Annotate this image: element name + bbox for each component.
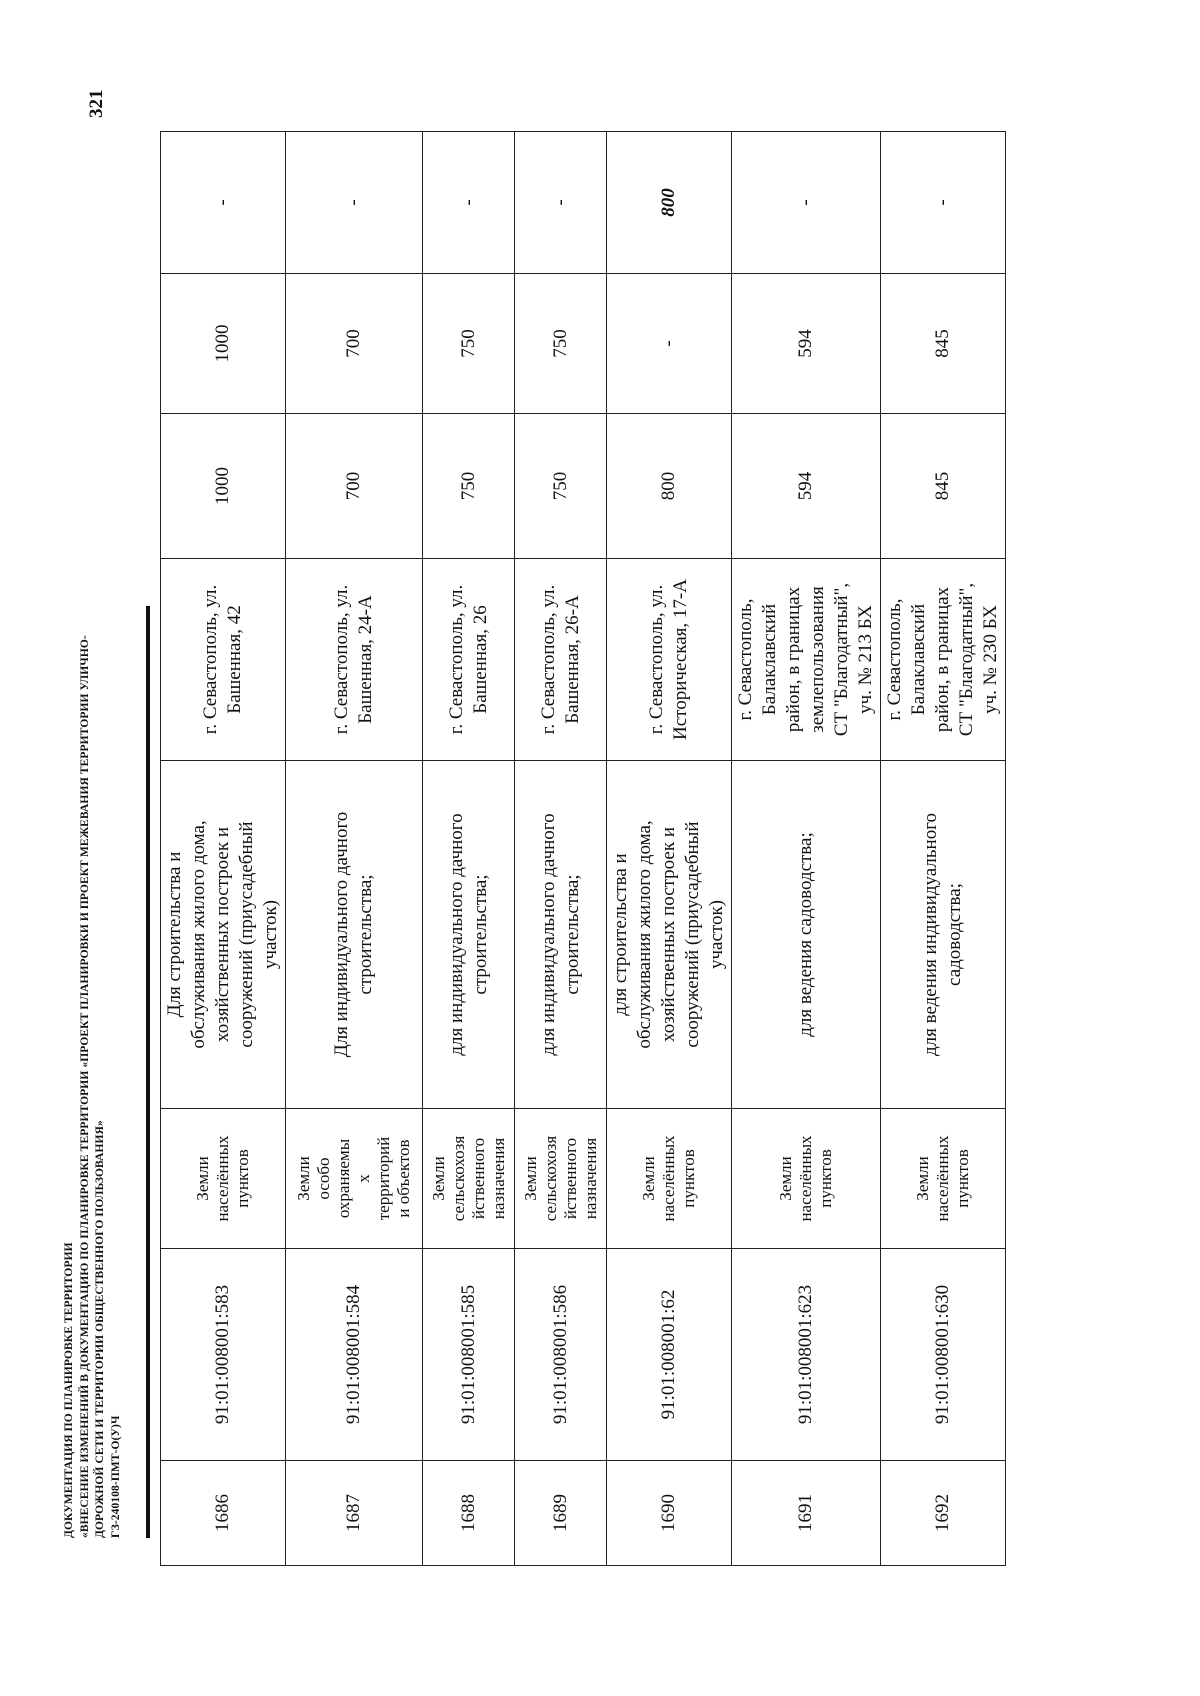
permitted-use-cell: Для строительства и обслуживания жилого дома, хозяйственных построек и сооружений (приусадебный участок) bbox=[161, 761, 286, 1109]
header-line-1: ДОКУМЕНТАЦИЯ ПО ПЛАНИРОВКЕ ТЕРРИТОРИИ bbox=[63, 1242, 75, 1538]
cadastral-number-cell: 91:01:008001:583 bbox=[161, 1249, 286, 1461]
area-cell: 750 bbox=[423, 414, 515, 559]
permitted-use-cell: для ведения индивидуального садоводства; bbox=[881, 761, 1006, 1109]
area-new-cell: - bbox=[515, 132, 607, 274]
area-cell: 750 bbox=[515, 414, 607, 559]
land-category-cell: Земли населённых пунктов bbox=[732, 1109, 881, 1249]
table-row bbox=[732, 132, 881, 1566]
address-cell: г. Севастополь, ул. Башенная, 42 bbox=[161, 559, 286, 761]
area-existing-cell: 1000 bbox=[161, 274, 286, 414]
area-existing-cell: 700 bbox=[286, 274, 423, 414]
land-category-cell: Земли сельскохозя йственного назначения bbox=[423, 1109, 515, 1249]
land-category-cell: Земли населённых пунктов bbox=[161, 1109, 286, 1249]
header-line-3: ДОРОЖНОЙ СЕТИ И ТЕРРИТОРИИ ОБЩЕСТВЕННОГО ПОЛЬЗОВАНИЯ» bbox=[94, 1120, 106, 1538]
cadastral-number-cell: 91:01:008001:585 bbox=[423, 1249, 515, 1461]
permitted-use-cell: для индивидуального дачного строительства; bbox=[423, 761, 515, 1109]
address-cell: г. Севастополь, Балаклавский район, в границах СТ "Благодатный", уч. № 230 БХ bbox=[881, 559, 1006, 761]
cadastral-number-cell: 91:01:008001:584 bbox=[286, 1249, 423, 1461]
cadastral-number-cell: 91:01:008001:630 bbox=[881, 1249, 1006, 1461]
land-category-cell: Земли сельскохозя йственного назначения bbox=[515, 1109, 607, 1249]
header-rule bbox=[146, 606, 150, 1538]
area-new-cell: - bbox=[286, 132, 423, 274]
area-existing-cell: - bbox=[607, 274, 732, 414]
row-number-cell: 1687 bbox=[286, 1461, 423, 1566]
area-new-cell: 800 bbox=[607, 132, 732, 274]
address-cell: г. Севастополь, ул. Историческая, 17-А bbox=[607, 559, 732, 761]
row-number-cell: 1686 bbox=[161, 1461, 286, 1566]
row-number-cell: 1691 bbox=[732, 1461, 881, 1566]
permitted-use-cell: Для индивидуального дачного строительства; bbox=[286, 761, 423, 1109]
area-cell: 594 bbox=[732, 414, 881, 559]
cadastral-number-cell: 91:01:008001:586 bbox=[515, 1249, 607, 1461]
table-row bbox=[161, 132, 286, 1566]
table-row bbox=[423, 132, 515, 1566]
row-number-cell: 1690 bbox=[607, 1461, 732, 1566]
area-existing-cell: 845 bbox=[881, 274, 1006, 414]
area-new-cell: - bbox=[161, 132, 286, 274]
header-line-2: «ВНЕСЕНИЕ ИЗМЕНЕНИЙ В ДОКУМЕНТАЦИЮ ПО ПЛАНИРОВКЕ ТЕРРИТОРИИ «ПРОЕКТ ПЛАНИРОВКИ И ПРОЕКТ МЕЖЕВАНИЯ ТЕРРИТОРИИ УЛИЧНО- bbox=[78, 635, 91, 1538]
land-category-cell: Земли особо охраняемы х территорий и объектов bbox=[286, 1109, 423, 1249]
table-row bbox=[515, 132, 607, 1566]
land-category-cell: Земли населённых пунктов bbox=[881, 1109, 1006, 1249]
permitted-use-cell: для индивидуального дачного строительства; bbox=[515, 761, 607, 1109]
address-cell: г. Севастополь, Балаклавский район, в границах землепользования СТ "Благодатный", уч. № 213 БХ bbox=[732, 559, 881, 761]
area-new-cell: - bbox=[423, 132, 515, 274]
area-cell: 845 bbox=[881, 414, 1006, 559]
area-new-cell: - bbox=[881, 132, 1006, 274]
header-line-4: ГЗ-240108-ПМТ-О(У)Ч bbox=[109, 1415, 122, 1538]
area-new-cell: - bbox=[732, 132, 881, 274]
address-cell: г. Севастополь, ул. Башенная, 26 bbox=[423, 559, 515, 761]
table-row bbox=[607, 132, 732, 1566]
document-header bbox=[62, 138, 124, 1538]
land-plots-table bbox=[160, 131, 1006, 1566]
address-cell: г. Севастополь, ул. Башенная, 26-А bbox=[515, 559, 607, 761]
page-number: 321 bbox=[86, 89, 107, 118]
area-cell: 1000 bbox=[161, 414, 286, 559]
area-existing-cell: 594 bbox=[732, 274, 881, 414]
cadastral-number-cell: 91:01:008001:623 bbox=[732, 1249, 881, 1461]
row-number-cell: 1688 bbox=[423, 1461, 515, 1566]
permitted-use-cell: для ведения садоводства; bbox=[732, 761, 881, 1109]
row-number-cell: 1689 bbox=[515, 1461, 607, 1566]
area-cell: 700 bbox=[286, 414, 423, 559]
address-cell: г. Севастополь, ул. Башенная, 24-А bbox=[286, 559, 423, 761]
table-row bbox=[286, 132, 423, 1566]
area-cell: 800 bbox=[607, 414, 732, 559]
permitted-use-cell: для строительства и обслуживания жилого дома, хозяйственных построек и сооружений (приусадебный участок) bbox=[607, 761, 732, 1109]
area-existing-cell: 750 bbox=[515, 274, 607, 414]
land-category-cell: Земли населённых пунктов bbox=[607, 1109, 732, 1249]
table-row bbox=[881, 132, 1006, 1566]
cadastral-number-cell: 91:01:008001:62 bbox=[607, 1249, 732, 1461]
area-existing-cell: 750 bbox=[423, 274, 515, 414]
row-number-cell: 1692 bbox=[881, 1461, 1006, 1566]
